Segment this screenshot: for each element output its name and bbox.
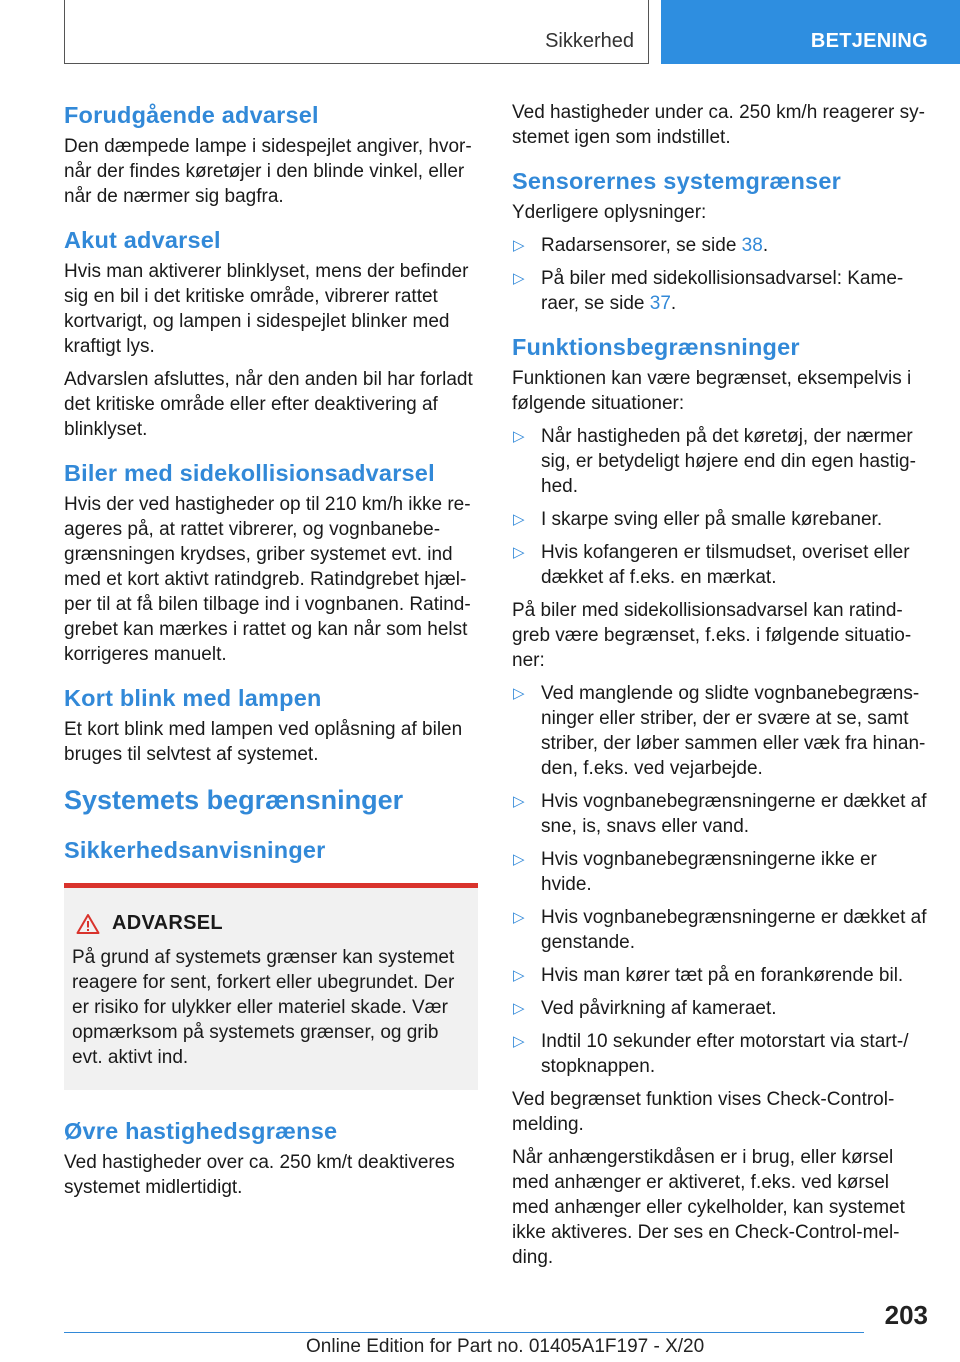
triangle-right-bullet-icon: ▷	[513, 428, 525, 445]
section-akut	[64, 225, 478, 442]
paragraph: På biler med sidekollisionsadvarsel kan ratind-greb være begrænset, f.eks. i følgende situatio-ner:	[512, 600, 912, 671]
triangle-right-bullet-icon: ▷	[513, 237, 525, 254]
header-section-box	[64, 0, 649, 64]
section-title: Øvre hastighedsgrænse	[64, 1118, 338, 1144]
list-item-text: Når hastigheden på det køretøj, der nærmer sig, er betydeligt højere end din egen hastig-hed.	[541, 426, 916, 497]
left-column	[64, 100, 478, 1216]
section-forudgaaende	[64, 100, 478, 209]
paragraph: Advarslen afsluttes, når den anden bil har forladt det kritiske område eller efter deaktivering af blinklyset.	[64, 369, 473, 440]
triangle-right-bullet-icon: ▷	[513, 511, 525, 528]
list-item	[512, 540, 928, 590]
list-item	[512, 424, 928, 499]
list-item	[512, 266, 928, 316]
page-link[interactable]: 37	[649, 293, 671, 314]
footer-divider	[64, 1332, 864, 1333]
section-sidekollision	[64, 458, 478, 667]
section-title: Sensorernes systemgrænser	[512, 168, 841, 194]
paragraph: Ved begrænset funktion vises Check-Control-melding.	[512, 1089, 895, 1135]
list-item-text: Radarsensorer, se side	[541, 235, 742, 256]
warning-header	[72, 912, 466, 935]
list-item	[512, 789, 928, 839]
list-item-suffix: .	[670, 293, 677, 314]
triangle-right-bullet-icon: ▷	[513, 967, 525, 984]
list-item	[512, 681, 928, 781]
section-kort-blink	[64, 683, 478, 767]
page-link[interactable]: 38	[741, 235, 763, 256]
warning-box	[64, 883, 478, 1090]
paragraph: Hvis der ved hastigheder op til 210 km/h ikke re-ageres på, at rattet vibrerer, og vognbanebe-grænsningen krydses, griber systemet evt. ind med et kort aktivt ratindgreb. Ratindgrebet hjæl-per til at få bilen tilbage ind i vognbanen. Ratind-grebet kan mærkes i rattet og kan når som helst korrigeres manuelt.	[64, 494, 471, 665]
triangle-right-bullet-icon: ▷	[513, 851, 525, 868]
section-oevre-hastighed	[64, 1116, 478, 1200]
section-funktion	[512, 332, 928, 1270]
paragraph: Funktionen kan være begrænset, eksempelvis i følgende situationer:	[512, 368, 912, 414]
chapter-heading: Systemets begrænsninger	[64, 785, 404, 815]
section-title: Biler med sidekollisionsadvarsel	[64, 460, 435, 486]
list-item-text: Ved påvirkning af kameraet.	[541, 998, 777, 1019]
list-item-text: Hvis man kører tæt på en forankørende bil.	[541, 965, 904, 986]
subsection-heading: Sikkerhedsanvisninger	[64, 837, 326, 863]
warning-title: ADVARSEL	[112, 912, 223, 934]
right-column	[512, 100, 928, 1286]
paragraph: Yderligere oplysninger:	[512, 202, 707, 223]
section-title: Kort blink med lampen	[64, 685, 322, 711]
list-item	[512, 963, 928, 988]
triangle-right-bullet-icon: ▷	[513, 793, 525, 810]
triangle-right-bullet-icon: ▷	[513, 685, 525, 702]
bullet-list-limits	[512, 424, 928, 590]
list-item	[512, 996, 928, 1021]
triangle-right-bullet-icon: ▷	[513, 1000, 525, 1017]
paragraph: Hvis man aktiverer blinklyset, mens der befinder sig en bil i det kritiske område, vibrerer rattet kortvarigt, og lampen i sidespejlet blinker med kraftigt lys.	[64, 261, 469, 357]
warning-text: På grund af systemets grænser kan systemet reagere for sent, forkert eller ubegrundet. Der er risiko for ulykker eller materiel skade. Vær opmærksom på systemets grænser, og grib evt. aktivt ind.	[72, 947, 455, 1068]
list-item	[512, 233, 928, 258]
paragraph: Ved hastigheder over ca. 250 km/t deaktiveres systemet midlertidigt.	[64, 1152, 455, 1198]
list-item-text: Hvis vognbanebegrænsningerne er dækket af sne, is, snavs eller vand.	[541, 791, 927, 837]
list-item-text: På biler med sidekollisionsadvarsel: Kame-raer, se side	[541, 268, 904, 314]
triangle-right-bullet-icon: ▷	[513, 909, 525, 926]
section-title: Forudgående advarsel	[64, 102, 319, 128]
list-item-text: Hvis vognbanebegrænsningerne ikke er hvide.	[541, 849, 877, 895]
list-item	[512, 507, 928, 532]
paragraph: Når anhængerstikdåsen er i brug, eller kørsel med anhænger er aktiveret, f.eks. ved kørsel med anhænger eller cykelholder, kan systemet ikke aktiveres. Der ses en Check-Control-mel-ding.	[512, 1147, 905, 1268]
paragraph: Ved hastigheder under ca. 250 km/h reagerer sy-stemet igen som indstillet.	[512, 102, 925, 148]
page-number: 203	[884, 1300, 928, 1330]
list-item	[512, 905, 928, 955]
triangle-right-bullet-icon: ▷	[513, 270, 525, 287]
list-item-text: Hvis kofangeren er tilsmudset, overiset eller dækket af f.eks. en mærkat.	[541, 542, 910, 588]
list-item-text: I skarpe sving eller på smalle kørebaner.	[541, 509, 883, 530]
header-chapter-tab	[661, 0, 960, 64]
header-chapter-label: BETJENING	[810, 30, 928, 52]
list-item-suffix: .	[762, 235, 769, 256]
paragraph: Den dæmpede lampe i sidespejlet angiver, hvor-når der findes køretøjer i den blinde vinkel, eller når de nærmer sig bagfra.	[64, 136, 472, 207]
section-title: Akut advarsel	[64, 227, 221, 253]
list-item	[512, 847, 928, 897]
footer-edition: Online Edition for Part no. 01405A1F197 - X/20	[306, 1336, 705, 1357]
paragraph: Et kort blink med lampen ved oplåsning af bilen bruges til selvtest af systemet.	[64, 719, 463, 765]
list-item	[512, 1029, 928, 1079]
section-title: Funktionsbegrænsninger	[512, 334, 800, 360]
list-item-text: Indtil 10 sekunder efter motorstart via start-/ stopknappen.	[541, 1031, 909, 1077]
bullet-list-steering	[512, 681, 928, 1079]
triangle-right-bullet-icon: ▷	[513, 1033, 525, 1050]
section-sensorer	[512, 166, 928, 316]
list-item-text: Hvis vognbanebegrænsningerne er dækket af genstande.	[541, 907, 927, 953]
list-item-text: Ved manglende og slidte vognbanebegræns-ninger eller striber, der er svære at se, samt striber, der løber sammen eller væk fra hinan-den, f.eks. ved vejarbejde.	[541, 683, 926, 779]
triangle-right-bullet-icon: ▷	[513, 544, 525, 561]
warning-triangle-icon	[76, 913, 100, 935]
bullet-list-sensors	[512, 233, 928, 316]
header-section-title: Sikkerhed	[545, 30, 634, 52]
